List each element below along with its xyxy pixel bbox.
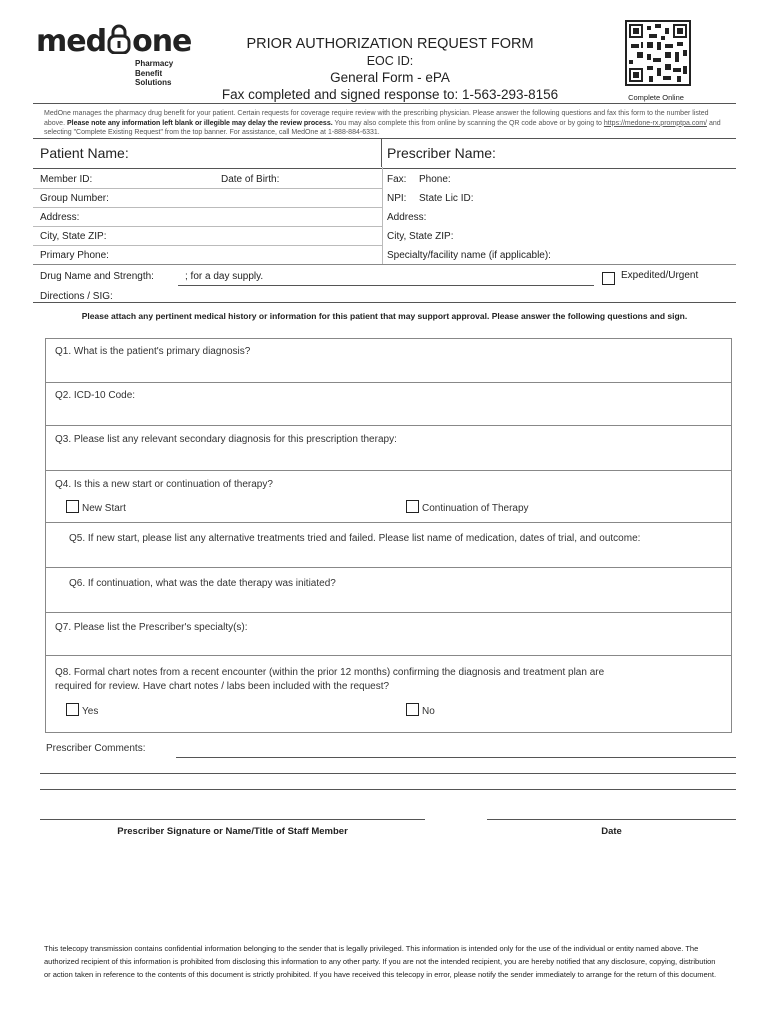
intro-part: You may also complete this from online by scanning the QR code above or by going to — [332, 119, 604, 127]
question-5[interactable]: Q5. If new start, please list any alternative treatments tried and failed. Please list name of medication, dates of trial, and outcome: — [69, 533, 641, 544]
continuation-checkbox[interactable] — [406, 500, 419, 513]
divider — [45, 425, 732, 426]
logo-sub-line: Benefit — [135, 68, 163, 78]
no-checkbox[interactable] — [406, 703, 419, 716]
date-line[interactable] — [487, 819, 736, 820]
divider — [33, 207, 382, 208]
new-start-label: New Start — [82, 503, 126, 514]
question-2[interactable]: Q2. ICD-10 Code: — [55, 390, 136, 401]
group-number-field[interactable]: Group Number: — [40, 193, 109, 204]
comments-line[interactable] — [40, 773, 736, 774]
form-title: PRIOR AUTHORIZATION REQUEST FORM — [246, 36, 534, 52]
confidentiality-notice: This telecopy transmission contains confidential information belonging to the sender that is legally privileged. This information is intended only for the use of the individual or entity named above. The authorized recipient of this information is prohibited from disclosing this information to any other party. If you are not the intended recipient, you are hereby notified that any disclosure, copying, distribution or action taken in reference to the contents of this document is strictly prohibited. If you have received this telecopy in error, please notify the sender immediately to arrange for the return of this document. — [44, 944, 717, 979]
prescriber-fax-field[interactable]: Fax: — [387, 174, 407, 185]
divider — [33, 302, 736, 303]
new-start-checkbox[interactable] — [66, 500, 79, 513]
patient-phone-field[interactable]: Primary Phone: — [40, 250, 109, 261]
state-lic-field[interactable]: State Lic ID: — [419, 193, 474, 204]
qr-code-icon — [627, 22, 689, 84]
intro-text — [44, 109, 730, 138]
signature-line[interactable] — [40, 819, 425, 820]
question-1[interactable]: Q1. What is the patient's primary diagnosis? — [55, 346, 251, 357]
comments-line[interactable] — [40, 789, 736, 790]
drug-name-value[interactable]: ; for a day supply. — [185, 271, 264, 282]
question-8-line1: Q8. Formal chart notes from a recent encounter (within the prior 12 months) confirming the diagnosis and treatment plan are — [55, 667, 605, 678]
prescriber-city-field[interactable]: City, State ZIP: — [387, 231, 454, 242]
intro-part: and selecting "Complete Existing Request" from the top banner. For assistance, call MedOne at 1-888-884-6331. — [44, 119, 721, 136]
online-form-link[interactable]: https://medone-rx.promptpa.com/ — [603, 119, 707, 127]
expedited-checkbox[interactable] — [602, 272, 615, 285]
npi-field[interactable]: NPI: — [387, 193, 407, 204]
intro-part: MedOne manages the pharmacy drug benefit for your patient. Certain requests for coverage require review with the prescribing physician. Please answer the following questions and fax this form to the number listed above. — [44, 110, 709, 127]
question-3[interactable]: Q3. Please list any relevant secondary diagnosis for this prescription therapy: — [55, 434, 397, 445]
logo-text-left: med — [36, 24, 107, 59]
question-8-line2: required for review. Have chart notes / labs been included with the request? — [55, 681, 390, 692]
divider — [45, 522, 732, 523]
intro-warning: Please note any information left blank or illegible may delay the review process. — [66, 119, 333, 127]
logo — [36, 24, 191, 59]
patient-city-field[interactable]: City, State ZIP: — [40, 231, 107, 242]
signature-label: Prescriber Signature or Name/Title of Staff Member — [117, 826, 348, 837]
divider — [33, 264, 736, 265]
prescriber-phone-field[interactable]: Phone: — [419, 174, 451, 185]
patient-name-label[interactable]: Patient Name: — [40, 145, 129, 161]
comments-line[interactable] — [176, 757, 736, 758]
expedited-label: Expedited/Urgent — [621, 270, 699, 281]
divider — [33, 226, 382, 227]
divider — [381, 138, 382, 167]
comments-label: Prescriber Comments: — [46, 743, 146, 754]
lock-icon — [107, 30, 131, 54]
form-subtitle: General Form - ePA — [330, 70, 450, 85]
directions-label[interactable]: Directions / SIG: — [40, 291, 113, 302]
divider — [45, 655, 732, 656]
question-6[interactable]: Q6. If continuation, what was the date therapy was initiated? — [69, 578, 336, 589]
yes-label: Yes — [82, 706, 99, 717]
specialty-field[interactable]: Specialty/facility name (if applicable): — [387, 250, 551, 261]
prescriber-address-field[interactable]: Address: — [387, 212, 427, 223]
divider — [45, 612, 732, 613]
divider — [45, 382, 732, 383]
divider — [33, 188, 382, 189]
logo-subtitle — [135, 59, 173, 88]
dob-field[interactable]: Date of Birth: — [221, 174, 280, 185]
fax-instructions: Fax completed and signed response to: 1-563-293-8156 — [221, 87, 559, 102]
drug-name-label: Drug Name and Strength: — [40, 271, 154, 282]
prescriber-name-label[interactable]: Prescriber Name: — [387, 145, 496, 161]
name-header-row — [33, 138, 736, 169]
question-7[interactable]: Q7. Please list the Prescriber's specialty(s): — [55, 622, 248, 633]
continuation-label: Continuation of Therapy — [422, 503, 529, 514]
divider — [33, 245, 382, 246]
logo-sub-line: Pharmacy — [135, 59, 174, 68]
divider — [45, 470, 732, 471]
qr-label: Complete Online — [628, 93, 684, 102]
yes-checkbox[interactable] — [66, 703, 79, 716]
question-4: Q4. Is this a new start or continuation of therapy? — [55, 479, 273, 490]
no-label: No — [422, 706, 435, 717]
member-id-field[interactable]: Member ID: — [40, 174, 93, 185]
attach-note: Please attach any pertinent medical history or information for this patient that may support approval. Please answer the following questions and sign. — [81, 311, 688, 321]
drug-underline — [178, 285, 594, 286]
logo-text-right: one — [132, 24, 192, 59]
date-label: Date — [601, 826, 622, 837]
divider — [45, 567, 732, 568]
patient-address-field[interactable]: Address: — [40, 212, 80, 223]
divider — [382, 167, 383, 264]
eoc-id: EOC ID: — [366, 54, 414, 68]
qr-code[interactable] — [625, 20, 691, 86]
divider — [33, 103, 736, 104]
logo-sub-line: Solutions — [135, 78, 172, 87]
